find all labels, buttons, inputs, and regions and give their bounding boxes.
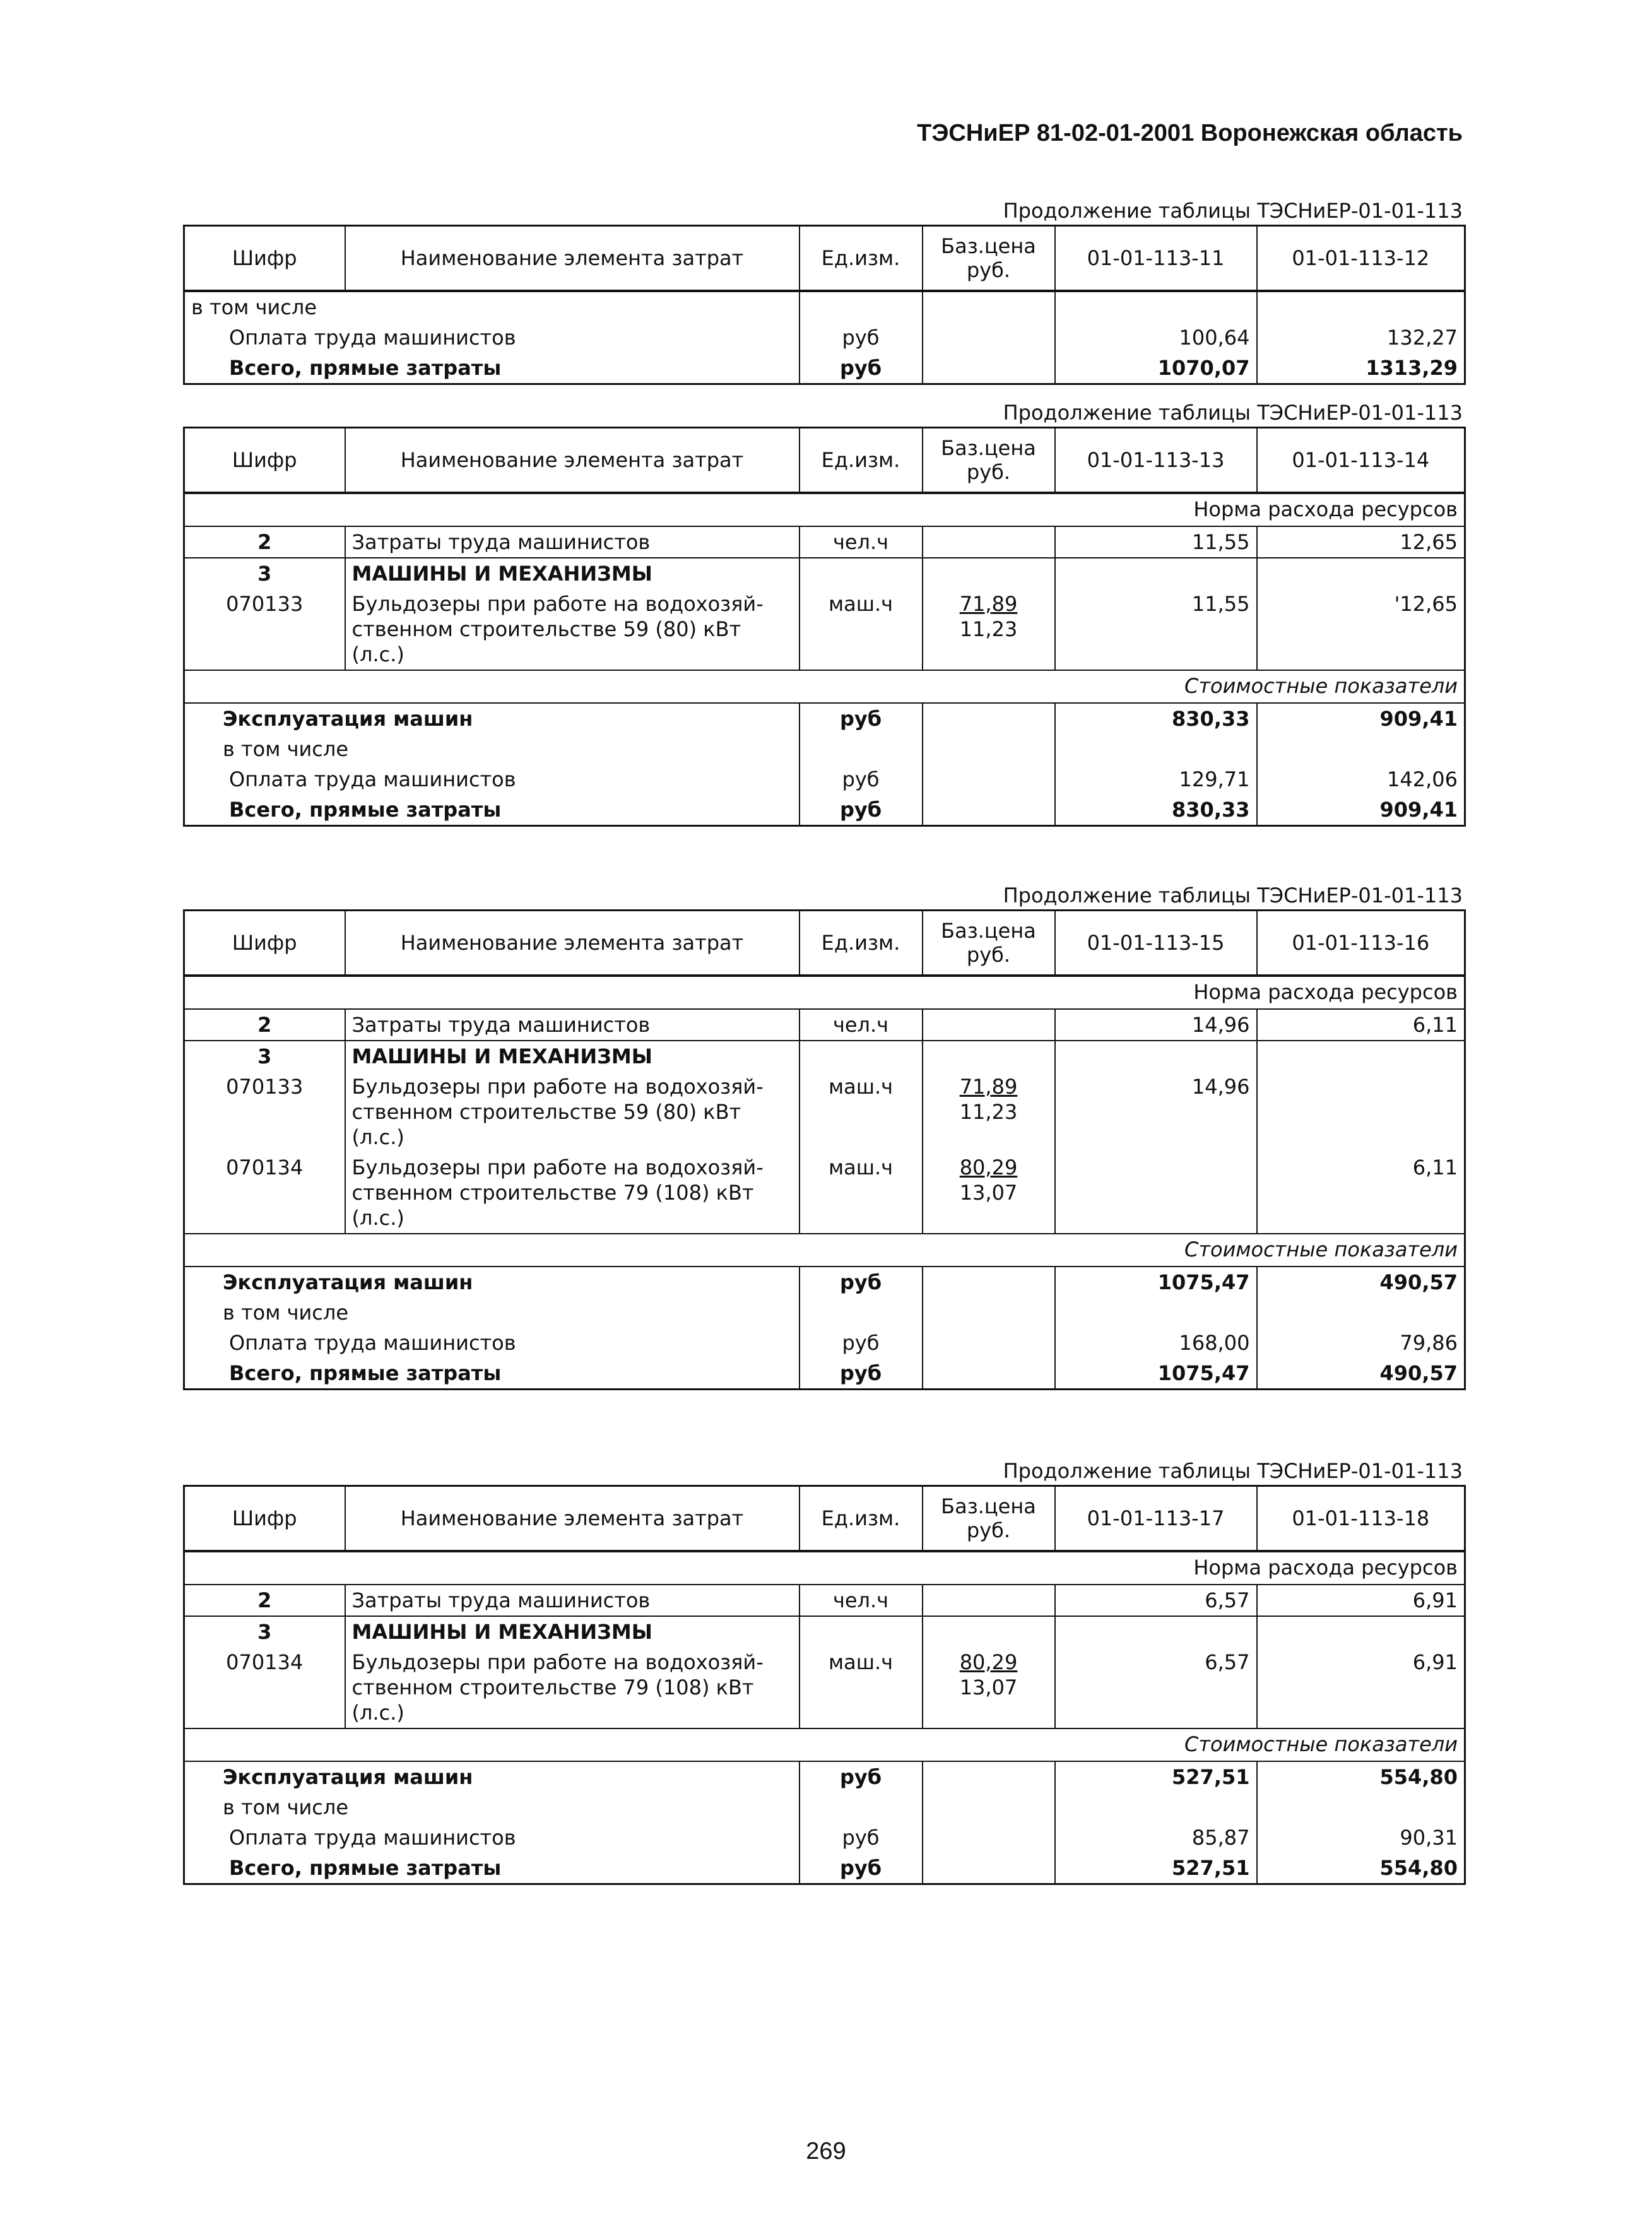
machines-label: МАШИНЫ И МЕХАНИЗМЫ (345, 1041, 799, 1072)
table-caption: Продолжение таблицы ТЭСНиЕР-01-01-113 (1003, 1459, 1463, 1483)
table-header-row (184, 226, 1465, 292)
value-cell: 129,71 (1055, 764, 1257, 795)
unit-cell: руб (799, 1267, 923, 1297)
unit-cell: руб (799, 795, 923, 826)
col-unit-header: Ед.изм. (799, 911, 923, 976)
value-cell: 14,96 (1055, 1009, 1257, 1041)
value-cell (1257, 1072, 1465, 1152)
total-label: Всего, прямые затраты (184, 1853, 799, 1884)
col-price-header: Баз.цена руб. (923, 428, 1055, 493)
section-number: 2 (184, 1009, 345, 1041)
operation-label: Эксплуатация машин (184, 1267, 799, 1297)
table-row (184, 734, 1465, 764)
value-cell: 11,55 (1055, 526, 1257, 558)
table-caption: Продолжение таблицы ТЭСНиЕР-01-01-113 (1003, 883, 1463, 907)
table-row (184, 1267, 1465, 1297)
section-number: 3 (184, 558, 345, 589)
unit-cell: руб (799, 1761, 923, 1792)
wage-label: Оплата труда машинистов (184, 764, 799, 795)
wage-label: Оплата труда машинистов (184, 1822, 799, 1853)
table-row (184, 1041, 1465, 1072)
table-row (184, 1358, 1465, 1390)
machines-label: МАШИНЫ И МЕХАНИЗМЫ (345, 1616, 799, 1647)
wage-label: Оплата труда машинистов (184, 322, 799, 353)
table-caption: Продолжение таблицы ТЭСНиЕР-01-01-113 (1003, 199, 1463, 223)
table-row (184, 1328, 1465, 1358)
value-cell: 490,57 (1257, 1267, 1465, 1297)
value-cell: 490,57 (1257, 1358, 1465, 1390)
norm-label: Норма расхода ресурсов (184, 976, 1465, 1009)
table-row (184, 1822, 1465, 1853)
machine-code: 070134 (184, 1647, 345, 1728)
col-name-header: Наименование элемента затрат (345, 911, 799, 976)
table-row (184, 1853, 1465, 1884)
col-price-header: Баз.цена руб. (923, 226, 1055, 292)
table-row (184, 1009, 1465, 1041)
value-cell: 1075,47 (1055, 1358, 1257, 1390)
col-unit-header: Ед.изм. (799, 1486, 923, 1552)
table-row (184, 1072, 1465, 1152)
total-label: Всего, прямые затраты (184, 795, 799, 826)
resource-table-3 (183, 909, 1466, 1390)
table-row (184, 1616, 1465, 1647)
table-row (184, 558, 1465, 589)
value-cell: 830,33 (1055, 703, 1257, 734)
price-cell: 80,29 13,07 (923, 1647, 1055, 1728)
price-cell: 80,29 13,07 (923, 1152, 1055, 1234)
col-code-b-header: 01-01-113-18 (1257, 1486, 1465, 1552)
cost-row (184, 670, 1465, 703)
unit-cell: руб (799, 1358, 923, 1390)
resource-table-4 (183, 1485, 1466, 1885)
col-code-a-header: 01-01-113-13 (1055, 428, 1257, 493)
value-cell (1055, 1152, 1257, 1234)
table-row (184, 1297, 1465, 1328)
col-code-header: Шифр (184, 1486, 345, 1552)
value-cell: 909,41 (1257, 703, 1465, 734)
value-cell: 79,86 (1257, 1328, 1465, 1358)
machine-name: Бульдозеры при работе на водохозяй- ственном строительстве 59 (80) кВт (л.с.) (345, 1072, 799, 1152)
value-cell: 1070,07 (1055, 353, 1257, 384)
section-number: 2 (184, 1585, 345, 1616)
value-cell: 12,65 (1257, 526, 1465, 558)
unit-cell: руб (799, 353, 923, 384)
operation-label: Эксплуатация машин (184, 703, 799, 734)
table-row (184, 1792, 1465, 1822)
value-cell: 85,87 (1055, 1822, 1257, 1853)
table-row (184, 1152, 1465, 1234)
table-caption: Продолжение таблицы ТЭСНиЕР-01-01-113 (1003, 401, 1463, 425)
col-code-a-header: 01-01-113-17 (1055, 1486, 1257, 1552)
col-code-b-header: 01-01-113-12 (1257, 226, 1465, 292)
value-cell: 1313,29 (1257, 353, 1465, 384)
value-cell: 11,55 (1055, 589, 1257, 670)
value-cell: 527,51 (1055, 1761, 1257, 1792)
section-number: 2 (184, 526, 345, 558)
value-cell: 90,31 (1257, 1822, 1465, 1853)
value-cell: 142,06 (1257, 764, 1465, 795)
col-code-header: Шифр (184, 911, 345, 976)
value-cell: 14,96 (1055, 1072, 1257, 1152)
col-code-header: Шифр (184, 428, 345, 493)
col-code-a-header: 01-01-113-11 (1055, 226, 1257, 292)
value-cell: 554,80 (1257, 1761, 1465, 1792)
unit-cell: чел.ч (799, 1009, 923, 1041)
norm-row (184, 493, 1465, 526)
wage-label: Оплата труда машинистов (184, 1328, 799, 1358)
value-cell: 6,91 (1257, 1647, 1465, 1728)
table-row (184, 1585, 1465, 1616)
norm-row (184, 1551, 1465, 1585)
value-cell: 527,51 (1055, 1853, 1257, 1884)
page-number: 269 (806, 2138, 846, 2165)
document-header: ТЭСНиЕР 81-02-01-2001 Воронежская область (917, 120, 1463, 146)
incl-label: в том числе (184, 734, 799, 764)
norm-label: Норма расхода ресурсов (184, 493, 1465, 526)
incl-label: в том числе (184, 291, 799, 322)
table-row (184, 526, 1465, 558)
resource-table-2 (183, 427, 1466, 827)
unit-cell: руб (799, 1328, 923, 1358)
incl-label: в том числе (184, 1297, 799, 1328)
unit-cell: руб (799, 764, 923, 795)
value-cell: 6,57 (1055, 1585, 1257, 1616)
machine-code: 070133 (184, 1072, 345, 1152)
norm-label: Норма расхода ресурсов (184, 1551, 1465, 1585)
cost-label: Стоимостные показатели (184, 1728, 1465, 1761)
col-name-header: Наименование элемента затрат (345, 226, 799, 292)
cost-row (184, 1728, 1465, 1761)
machine-name: Бульдозеры при работе на водохозяй- ственном строительстве 79 (108) кВт (л.с.) (345, 1152, 799, 1234)
unit-cell: чел.ч (799, 526, 923, 558)
value-cell: 1075,47 (1055, 1267, 1257, 1297)
col-name-header: Наименование элемента затрат (345, 1486, 799, 1552)
table-row (184, 764, 1465, 795)
value-cell: '12,65 (1257, 589, 1465, 670)
unit-cell: чел.ч (799, 1585, 923, 1616)
unit-cell: руб (799, 703, 923, 734)
table-row (184, 703, 1465, 734)
unit-cell: маш.ч (799, 1647, 923, 1728)
price-cell: 71,89 11,23 (923, 1072, 1055, 1152)
col-price-header: Баз.цена руб. (923, 1486, 1055, 1552)
table-row (184, 1761, 1465, 1792)
value-cell: 6,91 (1257, 1585, 1465, 1616)
table-header-row (184, 911, 1465, 976)
machine-code: 070134 (184, 1152, 345, 1234)
table-header-row (184, 1486, 1465, 1552)
total-label: Всего, прямые затраты (184, 1358, 799, 1390)
col-name-header: Наименование элемента затрат (345, 428, 799, 493)
labor-label: Затраты труда машинистов (345, 526, 799, 558)
unit-cell: руб (799, 1822, 923, 1853)
table-row (184, 322, 1465, 353)
value-cell: 554,80 (1257, 1853, 1465, 1884)
table-header-row (184, 428, 1465, 493)
value-cell: 6,11 (1257, 1009, 1465, 1041)
machine-name: Бульдозеры при работе на водохозяй- ственном строительстве 59 (80) кВт (л.с.) (345, 589, 799, 670)
unit-cell: маш.ч (799, 1152, 923, 1234)
machines-label: МАШИНЫ И МЕХАНИЗМЫ (345, 558, 799, 589)
value-cell: 6,11 (1257, 1152, 1465, 1234)
col-code-b-header: 01-01-113-16 (1257, 911, 1465, 976)
unit-cell: маш.ч (799, 589, 923, 670)
unit-cell: руб (799, 322, 923, 353)
value-cell: 6,57 (1055, 1647, 1257, 1728)
operation-label: Эксплуатация машин (184, 1761, 799, 1792)
table-row (184, 795, 1465, 826)
col-code-b-header: 01-01-113-14 (1257, 428, 1465, 493)
cost-label: Стоимостные показатели (184, 1234, 1465, 1267)
col-unit-header: Ед.изм. (799, 428, 923, 493)
cost-row (184, 1234, 1465, 1267)
resource-table-1 (183, 225, 1466, 385)
machine-name: Бульдозеры при работе на водохозяй- ственном строительстве 79 (108) кВт (л.с.) (345, 1647, 799, 1728)
section-number: 3 (184, 1041, 345, 1072)
unit-cell: руб (799, 1853, 923, 1884)
table-row (184, 291, 1465, 322)
price-cell: 71,89 11,23 (923, 589, 1055, 670)
value-cell: 100,64 (1055, 322, 1257, 353)
table-row (184, 1647, 1465, 1728)
table-row (184, 589, 1465, 670)
col-code-a-header: 01-01-113-15 (1055, 911, 1257, 976)
incl-label: в том числе (184, 1792, 799, 1822)
col-code-header: Шифр (184, 226, 345, 292)
labor-label: Затраты труда машинистов (345, 1585, 799, 1616)
col-unit-header: Ед.изм. (799, 226, 923, 292)
value-cell: 168,00 (1055, 1328, 1257, 1358)
section-number: 3 (184, 1616, 345, 1647)
cost-label: Стоимостные показатели (184, 670, 1465, 703)
unit-cell: маш.ч (799, 1072, 923, 1152)
labor-label: Затраты труда машинистов (345, 1009, 799, 1041)
col-price-header: Баз.цена руб. (923, 911, 1055, 976)
norm-row (184, 976, 1465, 1009)
table-row (184, 353, 1465, 384)
value-cell: 132,27 (1257, 322, 1465, 353)
total-label: Всего, прямые затраты (184, 353, 799, 384)
value-cell: 830,33 (1055, 795, 1257, 826)
machine-code: 070133 (184, 589, 345, 670)
value-cell: 909,41 (1257, 795, 1465, 826)
